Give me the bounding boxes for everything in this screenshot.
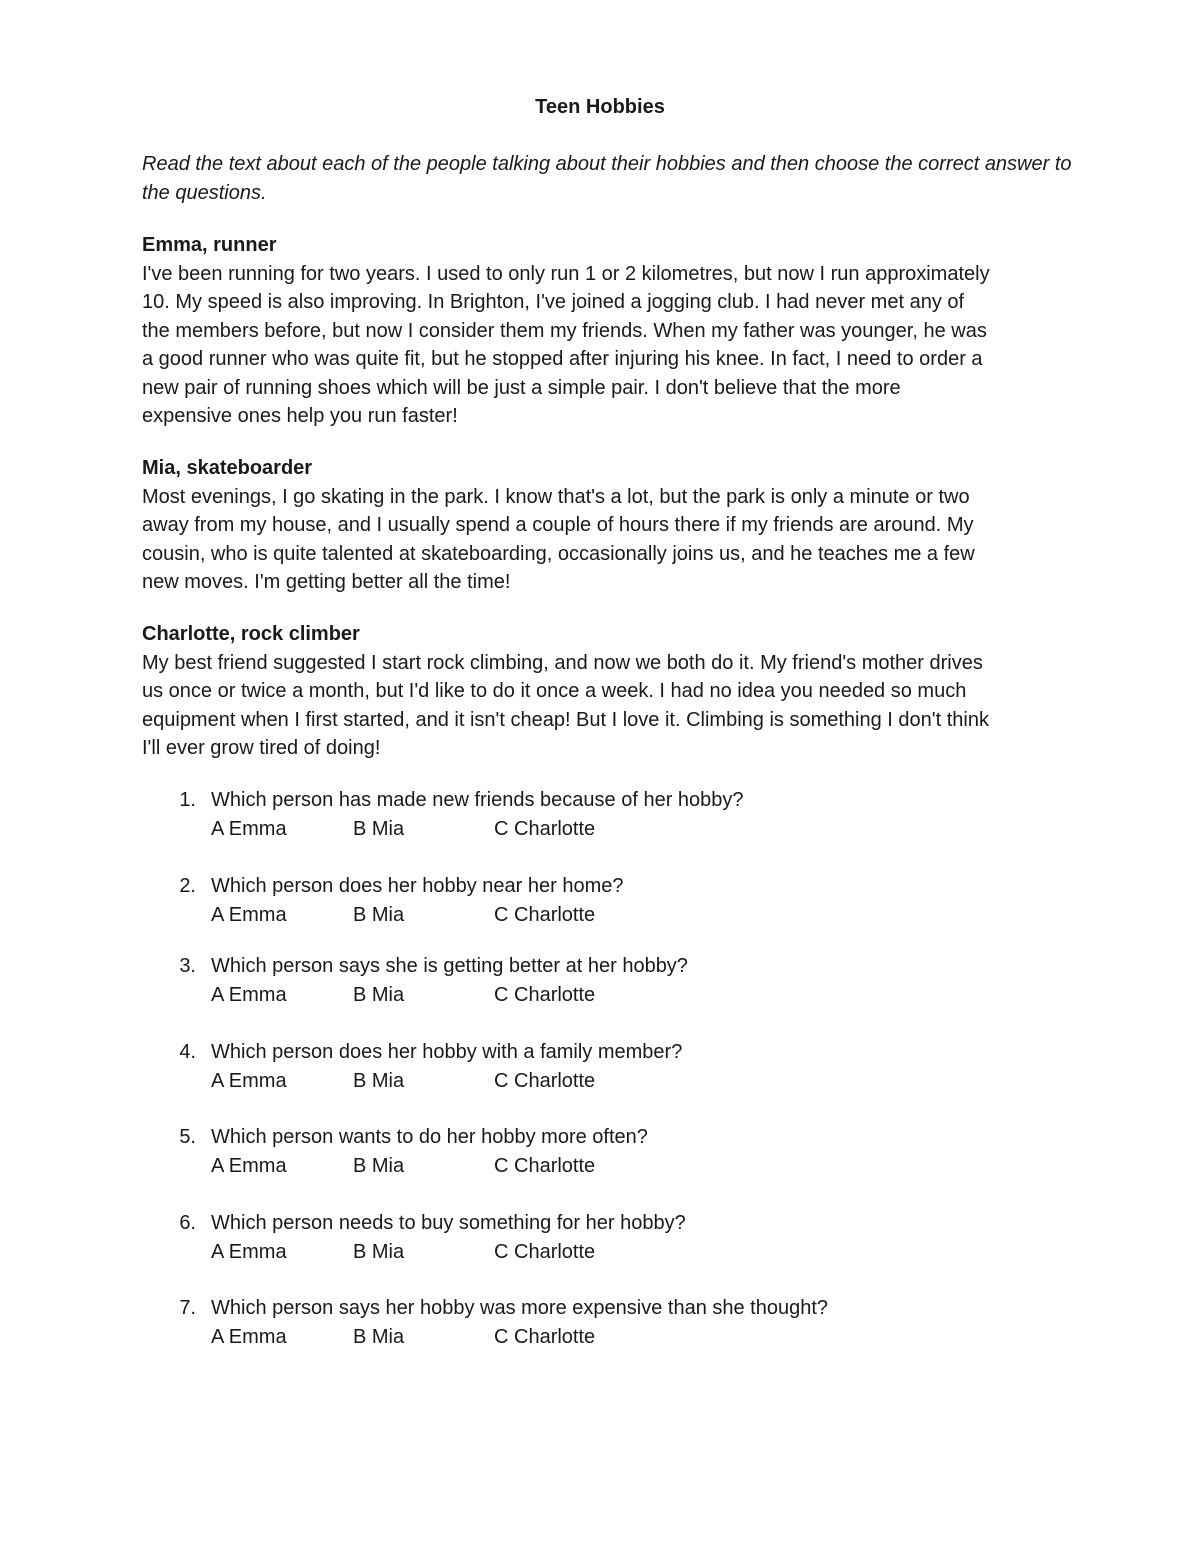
option-b[interactable]: B Mia (353, 1154, 405, 1177)
question-item (0, 1123, 1200, 1183)
option-a[interactable]: A Emma (211, 1154, 287, 1177)
option-c[interactable]: C Charlotte (494, 1325, 596, 1348)
question-item (0, 952, 1200, 1012)
question-text: Which person says she is getting better at her hobby? (211, 955, 688, 977)
question-text: Which person wants to do her hobby more often? (211, 1126, 648, 1148)
option-a[interactable]: A Emma (211, 1240, 287, 1263)
option-b[interactable]: B Mia (353, 983, 405, 1006)
section-heading: Mia, skateboarder (142, 457, 313, 479)
option-b[interactable]: B Mia (353, 903, 405, 926)
section-charlotte (142, 620, 1072, 763)
option-b[interactable]: B Mia (353, 817, 405, 840)
question-item (0, 1038, 1200, 1098)
option-c[interactable]: C Charlotte (494, 1240, 596, 1263)
option-a[interactable]: A Emma (211, 903, 287, 926)
section-heading: Charlotte, rock climber (142, 623, 360, 645)
option-c[interactable]: C Charlotte (494, 817, 596, 840)
question-item (0, 786, 1200, 846)
option-a[interactable]: A Emma (211, 1069, 287, 1092)
section-body: My best friend suggested I start rock climbing, and now we both do it. My friend's mother drives us once or twice a month, but I'd like to do it once a week. I had no idea you needed so much equipment when I first started, and it isn't cheap! But I love it. Climbing is something I don't think I'll ever grow tired of doing! (142, 651, 989, 759)
question-number: 2. (179, 875, 196, 897)
question-number: 3. (179, 955, 196, 977)
section-body: I've been running for two years. I used to only run 1 or 2 kilometres, but now I run approximately 10. My speed is also improving. In Brighton, I've joined a jogging club. I had never met any of the members before, but now I consider them my friends. When my father was younger, he was a good runner who was quite fit, but he stopped after injuring his knee. In fact, I need to order a new pair of running shoes which will be just a simple pair. I don't believe that the more expensive ones help you run faster! (142, 262, 990, 427)
question-item (0, 1294, 1200, 1354)
question-text: Which person does her hobby near her home? (211, 875, 624, 897)
question-text: Which person does her hobby with a family member? (211, 1041, 683, 1063)
question-number: 5. (179, 1126, 196, 1148)
option-c[interactable]: C Charlotte (494, 983, 596, 1006)
option-a[interactable]: A Emma (211, 817, 287, 840)
question-number: 7. (179, 1297, 196, 1319)
option-b[interactable]: B Mia (353, 1325, 405, 1348)
page-title: Teen Hobbies (535, 96, 665, 118)
question-text: Which person says her hobby was more expensive than she thought? (211, 1297, 829, 1319)
instructions: Read the text about each of the people talking about their hobbies and then choose the correct answer to the questions. (142, 153, 1072, 204)
option-c[interactable]: C Charlotte (494, 1069, 596, 1092)
question-text: Which person needs to buy something for her hobby? (211, 1212, 686, 1234)
question-number: 6. (179, 1212, 196, 1234)
option-c[interactable]: C Charlotte (494, 903, 596, 926)
section-heading: Emma, runner (142, 234, 277, 256)
option-a[interactable]: A Emma (211, 1325, 287, 1348)
question-item (0, 1209, 1200, 1269)
section-emma (142, 231, 1072, 431)
option-b[interactable]: B Mia (353, 1069, 405, 1092)
option-a[interactable]: A Emma (211, 983, 287, 1006)
question-number: 4. (179, 1041, 196, 1063)
section-mia (142, 454, 1072, 597)
question-number: 1. (179, 789, 196, 811)
section-body: Most evenings, I go skating in the park. I know that's a lot, but the park is only a minute or two away from my house, and I usually spend a couple of hours there if my friends are around. My cousin, who is quite talented at skateboarding, occasionally joins us, and he teaches me a few new moves. I'm getting better all the time! (142, 485, 975, 593)
question-item (0, 872, 1200, 932)
question-text: Which person has made new friends because of her hobby? (211, 789, 744, 811)
option-c[interactable]: C Charlotte (494, 1154, 596, 1177)
option-b[interactable]: B Mia (353, 1240, 405, 1263)
